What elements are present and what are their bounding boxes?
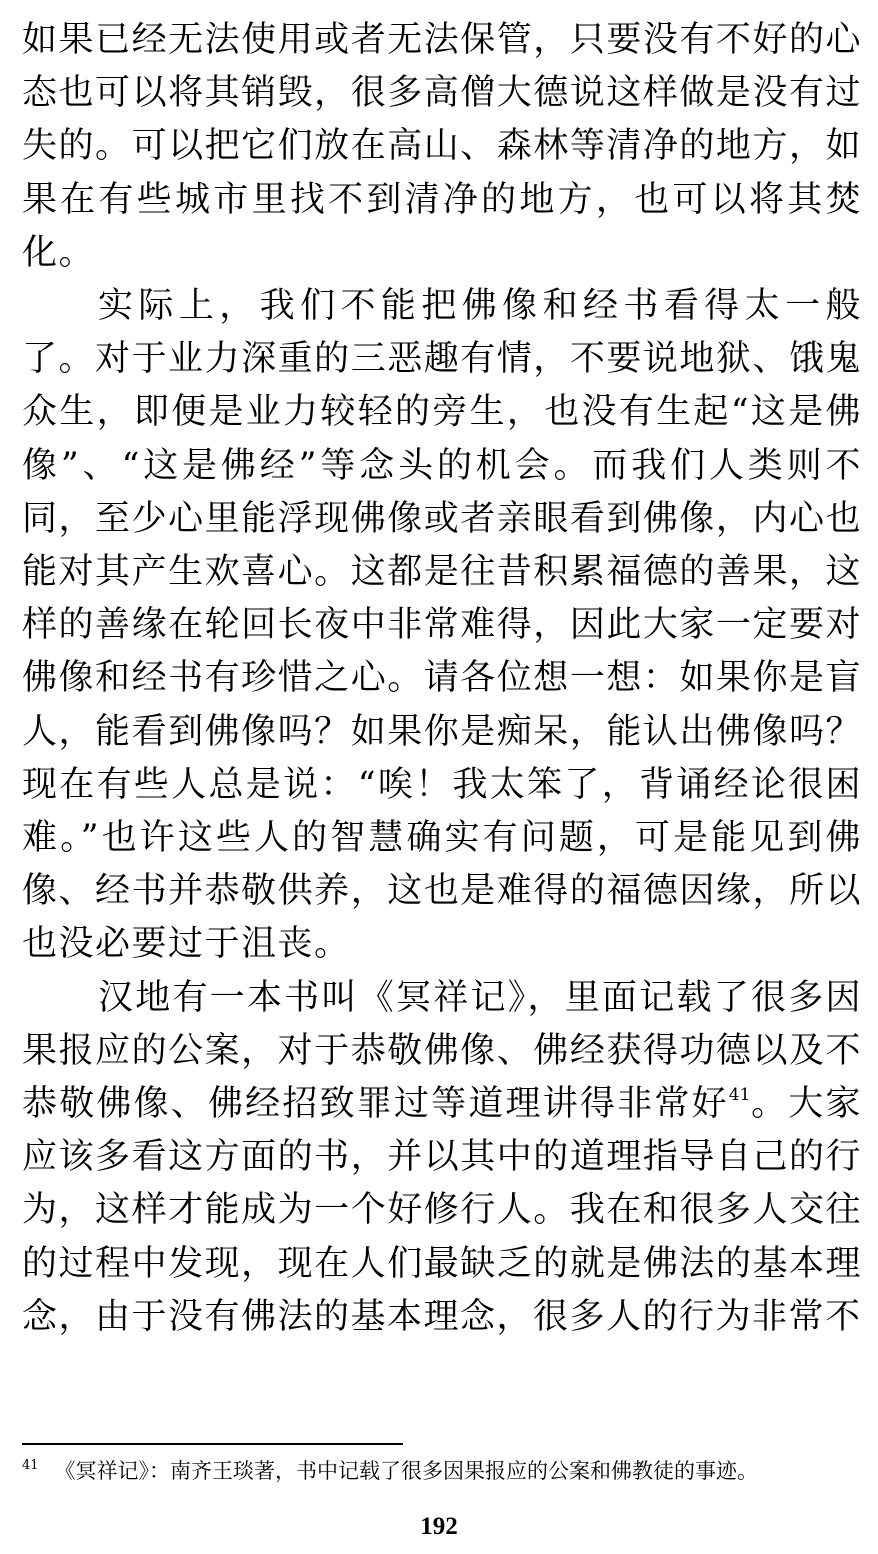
footnote-text: 《冥祥记》：南齐王琰著，书中记载了很多因果报应的公案和佛教徒的事迹。	[54, 1459, 759, 1483]
footnote-divider	[22, 1443, 403, 1445]
paragraph-3-text-after-ref: 。大家应该多看这方面的书，并以其中的道理指导自己的行为，这样才能成为一个好修行人。我在和很多人交往的过程中发现，现在人们最缺乏的就是佛法的基本理念，由于没有佛法的基本理念，很多人的行为非常不	[22, 1084, 862, 1337]
paragraph-2: 实际上，我们不能把佛像和经书看得太一般了。对于业力深重的三恶趣有情，不要说地狱、饿鬼众生，即便是业力较轻的旁生，也没有生起“这是佛像”、“这是佛经”等念头的机会。而我们人类则不同，至少心里能浮现佛像或者亲眼看到佛像，内心也能对其产生欢喜心。这都是往昔积累福德的善果，这样的善缘在轮回长夜中非常难得，因此大家一定要对佛像和经书有珍惜之心。请各位想一想：如果你是盲人，能看到佛像吗？如果你是痴呆，能认出佛像吗？现在有些人总是说：“唉！我太笨了，背诵经论很困难。”也许这些人的智慧确实有问题，可是能见到佛像、经书并恭敬供养，这也是难得的福德因缘，所以也没必要过于沮丧。	[22, 286, 862, 965]
paragraph-1: 如果已经无法使用或者无法保管，只要没有不好的心态也可以将其销毁，很多高僧大德说这样做是没有过失的。可以把它们放在高山、森林等清净的地方，如果在有些城市里找不到清净的地方，也可以将其焚化。	[22, 20, 862, 273]
page-number: 192	[420, 1513, 458, 1540]
paragraph-3-text-before-ref: 汉地有一本书叫《冥祥记》，里面记载了很多因果报应的公案，对于恭敬佛像、佛经获得功德以及不恭敬佛像、佛经招致罪过等道理讲得非常好	[22, 977, 862, 1125]
paragraph-3	[22, 972, 862, 1344]
footnote-reference[interactable]: 41	[728, 1085, 751, 1106]
footnote	[22, 1456, 862, 1486]
body-text	[22, 14, 862, 1344]
footnote-number: 41	[22, 1458, 39, 1473]
